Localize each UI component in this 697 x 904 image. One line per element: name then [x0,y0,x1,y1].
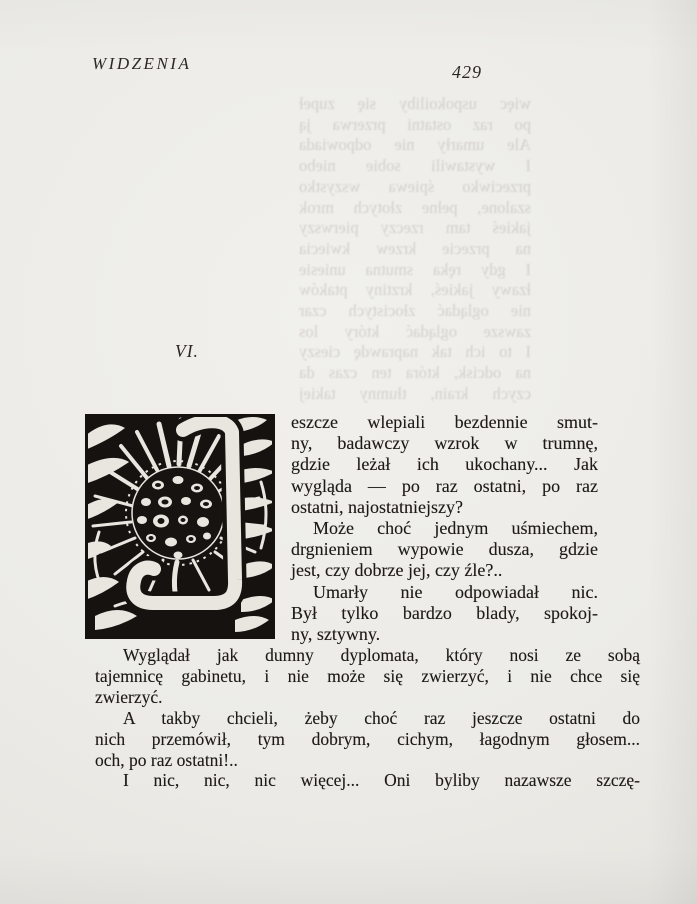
dropcap-woodcut-svg [85,414,275,639]
bleedthrough-line: więc uspokoiliby się zupeł [299,94,531,113]
bleedthrough-line: po raz ostatni przerwa ją [299,114,531,134]
bleedthrough-line: szalone, pełne złotych mrok [299,197,531,217]
body-paragraphs [95,645,640,791]
bleedthrough-line: I gdy ręka smutna uniesie [299,259,531,279]
text-line: tajemnicę gabinetu, i nie może się zwierzyć, i nie chce się [95,665,640,686]
paragraph [95,645,640,708]
bleedthrough-line: na przecie krzew kwiecia [299,238,531,258]
dropcap-illustration [85,414,275,639]
paragraph [95,770,640,791]
text-line: ny, badawczy wzrok w trumnę, [291,433,598,454]
paragraph [291,518,598,582]
text-line: Może choć jednym uśmiechem, [313,518,598,539]
page-number: 429 [452,62,482,82]
bleedthrough-line: łzawy jakieś, krztiny ptaków [299,280,531,300]
text-line: ostatni, najostatniejszy? [291,496,463,517]
text-line: jest, czy dobrze jej, czy źle?.. [291,560,503,581]
text-line: wygląda — po raz ostatni, po raz [291,475,598,496]
text-line: A takby chcieli, żeby choć raz jeszcze ostatni do [123,707,640,728]
text-line: gdzie leżał ich ukochany... Jak [291,454,598,475]
text-line: I nic, nic, nic więcej... Oni byliby nazawsze szczę- [123,770,640,791]
bleedthrough-line: Ale umarły nie odpowiada [299,135,531,155]
text-line: eszcze wlepiali bezdennie smut- [291,412,598,432]
text-line: och, po raz ostatni!.. [95,749,238,770]
text-line: zwierzyć. [95,686,163,707]
text-line: drgnieniem wypowie dusza, gdzie [291,539,598,560]
bleedthrough-line: zawsze oglądać który los [299,321,531,341]
bleedthrough-line: przeciwko śpiewa wszystko [299,176,531,196]
bleedthrough-line: na odcisk, która ten czas da [299,363,531,383]
section-heading: VI. [175,341,199,361]
paragraph [95,708,640,771]
paragraph [291,582,598,646]
text-line: Wyglądał jak dumny dyplomata, który nosi ze sobą [123,645,640,665]
bleedthrough-line: I wystawili sobie niebo [299,156,531,176]
bleedthrough-line: jakieś tam rzeczy pierwszy [299,218,531,238]
bleedthrough-line: czych krain, tłumny takiej [299,383,531,403]
bleedthrough-line: nie oglądać złocistych czar [299,301,531,321]
text-line: ny, sztywny. [291,624,381,645]
running-header-title: WIDZENIA [92,54,192,73]
paragraph [291,412,598,518]
dropcap-paragraphs [291,412,598,645]
text-line: Umarły nie odpowiadał nic. [313,581,598,602]
bleedthrough-line: I to ich tak naprawdę cieszy [299,342,531,362]
text-line: Był tylko bardzo blady, spokoj- [291,602,598,623]
text-line: nich przemówił, tym dobrym, cichym, łagodnym głosem... [95,728,640,749]
bleedthrough-text [299,94,531,405]
